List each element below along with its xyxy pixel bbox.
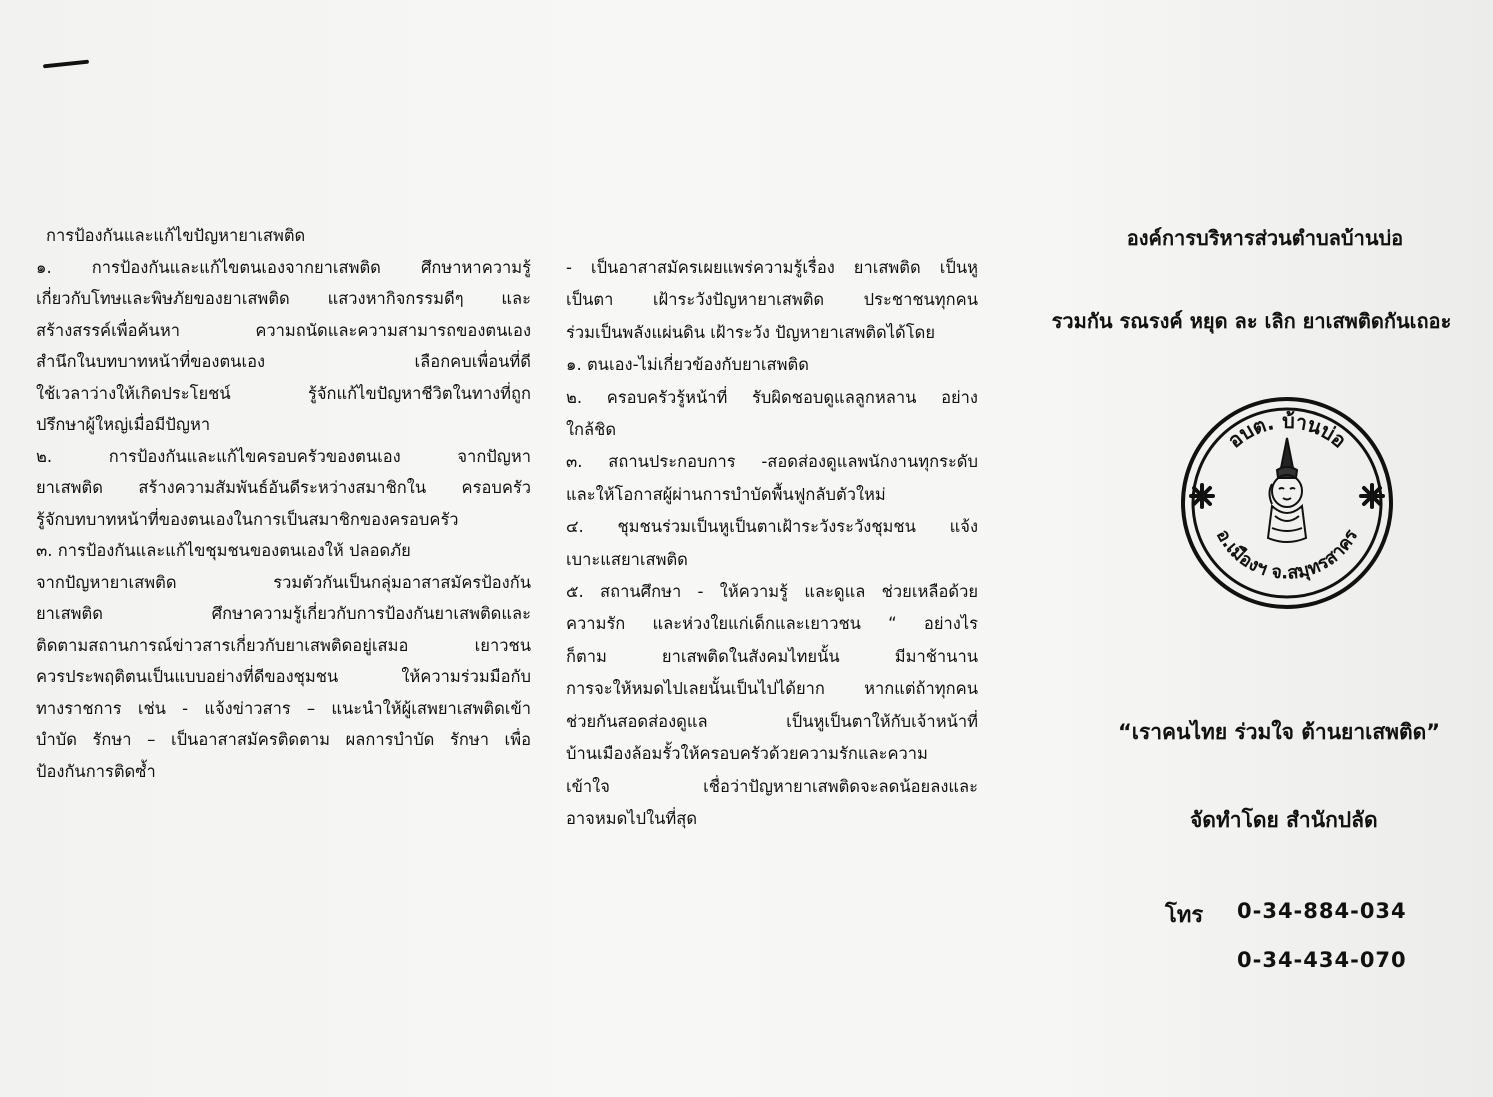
text-line: ป้องกันการติดซ้ำ xyxy=(36,761,156,781)
text-line: การจะให้หมดไปเลยนั้นเป็นไปได้ยาก หากแต่ถ้าทุกคน xyxy=(566,679,978,699)
seal-bottom-text: อ.เมืองฯ จ.สมุทรสาคร xyxy=(1211,526,1363,584)
text-line: สำนึกในบทบาทหน้าที่ของตนเอง เลือกคบเพื่อนที่ดี xyxy=(36,352,531,371)
column-community xyxy=(566,252,978,835)
campaign-text: รวมกัน รณรงค์ หยุด ละ เลิก ยาเสพติดกันเถอะ xyxy=(1051,309,1452,333)
seal-top-text: อบต. บ้านบ่อ xyxy=(1222,408,1352,453)
deity-figure-icon xyxy=(1268,438,1306,542)
text-line: ๑. การป้องกันและแก้ไขตนเองจากยาเสพติด ศึกษาหาความรู้ xyxy=(36,257,531,277)
text-line: ทางราชการ เช่น - แจ้งข่าวสาร – แนะนำให้ผู้เสพยาเสพติดเข้า xyxy=(36,698,531,718)
produced-by: จัดทำโดย สำนักปลัด xyxy=(1190,808,1378,832)
text-line: ใกล้ชิด xyxy=(566,420,617,440)
text-line: เข้าใจ เชื่อว่าปัญหายาเสพติดจะลดน้อยลงและ xyxy=(566,776,978,796)
text-line: เป็นตา เฝ้าระวังปัญหายาเสพติด ประชาชนทุกคน xyxy=(566,290,978,310)
text-line: - เป็นอาสาสมัครเผยแพร่ความรู้เรื่อง ยาเสพติด เป็นหู xyxy=(566,258,978,277)
text-line: รู้จักบทบาทหน้าที่ของตนเองในการเป็นสมาชิกของครอบครัว xyxy=(36,509,459,529)
pen-mark xyxy=(43,60,89,69)
text-line: ปรึกษาผู้ใหญ่เมื่อมีปัญหา xyxy=(36,415,211,434)
text-line: ๒. การป้องกันและแก้ไขครอบครัวของตนเอง จากปัญหา xyxy=(36,446,531,466)
text-line: เบาะแสยาเสพติด xyxy=(566,549,688,569)
text-line: และให้โอกาสผู้ผ่านการบำบัดพื้นฟูกลับตัวใหม่ xyxy=(566,484,886,504)
column2-body xyxy=(566,252,978,835)
text-line: บ้านเมืองล้อมรั้วให้ครอบครัวด้วยความรักและความ xyxy=(566,744,928,764)
star-right-icon xyxy=(1361,485,1383,507)
section-title: การป้องกันและแก้ไขปัญหายาเสพติด xyxy=(46,226,306,245)
phone-number-2: 0-34-434-070 xyxy=(1237,948,1407,972)
text-line: ใช้เวลาว่างให้เกิดประโยชน์ รู้จักแก้ไขปัญหาชีวิตในทางที่ถูก xyxy=(36,383,531,403)
text-line: ๔. ชุมชนร่วมเป็นหูเป็นตาเฝ้าระวังระวังชุมชน แจ้ง xyxy=(566,517,978,537)
column-prevention xyxy=(36,220,531,787)
text-line: อาจหมดไปในที่สุด xyxy=(566,808,698,828)
slogan: “เราคนไทย ร่วมใจ ต้านยาเสพติด” xyxy=(1118,720,1441,744)
text-line: ความรัก และห่วงใยแก่เด็กและเยาวชน “ อย่างไร xyxy=(566,614,978,634)
star-left-icon xyxy=(1191,485,1213,507)
text-line: ติดตามสถานการณ์ข่าวสารเกี่ยวกับยาเสพติดอยู่เสมอ เยาวชน xyxy=(36,635,531,655)
text-line: ช่วยกันสอดส่องดูแล เป็นหูเป็นตาให้กับเจ้าหน้าที่ xyxy=(566,711,978,731)
text-line: บำบัด รักษา – เป็นอาสาสมัครติดตาม ผลการบำบัด รักษา เพื่อ xyxy=(36,730,531,749)
text-line: ๒. ครอบครัวรู้หน้าที่ รับผิดชอบดูแลลูกหลาน อย่าง xyxy=(566,387,978,407)
text-line: ๑. ตนเอง-ไม่เกี่ยวข้องกับยาเสพติด xyxy=(566,355,809,375)
text-line: ๓. สถานประกอบการ -สอดส่องดูแลพนักงานทุกระดับ xyxy=(566,452,978,472)
text-line: ร่วมเป็นพลังแผ่นดิน เฝ้าระวัง ปัญหายาเสพติดได้โดย xyxy=(566,322,936,342)
text-line: จากปัญหายาเสพติด รวมตัวกันเป็นกลุ่มอาสาสมัครป้องกัน xyxy=(36,572,531,592)
text-line: เกี่ยวกับโทษและพิษภัยของยาเสพติด แสวงหากิจกรรมดีๆ และ xyxy=(36,289,531,308)
text-line: ควรประพฤติตนเป็นแบบอย่างที่ดีของชุมชน ให้ความร่วมมือกับ xyxy=(36,667,531,686)
text-line: สร้างสรรค์เพื่อค้นหา ความถนัดและความสามารถของตนเอง xyxy=(36,320,531,340)
text-line: ๓. การป้องกันและแก้ไขชุมชนของตนเองให้ ปลอดภัย xyxy=(36,541,411,560)
official-seal xyxy=(1172,388,1402,618)
organization-name: องค์การบริหารส่วนตำบลบ้านบ่อ xyxy=(1126,226,1404,250)
phone-number-1: 0-34-884-034 xyxy=(1237,899,1407,923)
text-line: ก็ตาม ยาเสพติดในสังคมไทยนั้น มีมาช้านาน xyxy=(566,646,978,666)
svg-text:อ.เมืองฯ จ.สมุทรสาคร xyxy=(1212,526,1362,584)
text-line: ๕. สถานศึกษา - ให้ความรู้ และดูแล ช่วยเหลือด้วย xyxy=(566,582,978,602)
seal-icon xyxy=(1172,388,1402,618)
phone-label: โทร xyxy=(1165,903,1204,928)
text-line: ยาเสพติด ศึกษาความรู้เกี่ยวกับการป้องกันยาเสพติดและ xyxy=(36,604,531,623)
column1-body xyxy=(36,252,531,788)
text-line: ยาเสพติด สร้างความสัมพันธ์อันดีระหว่างสมาชิกใน ครอบครัว xyxy=(36,478,531,497)
